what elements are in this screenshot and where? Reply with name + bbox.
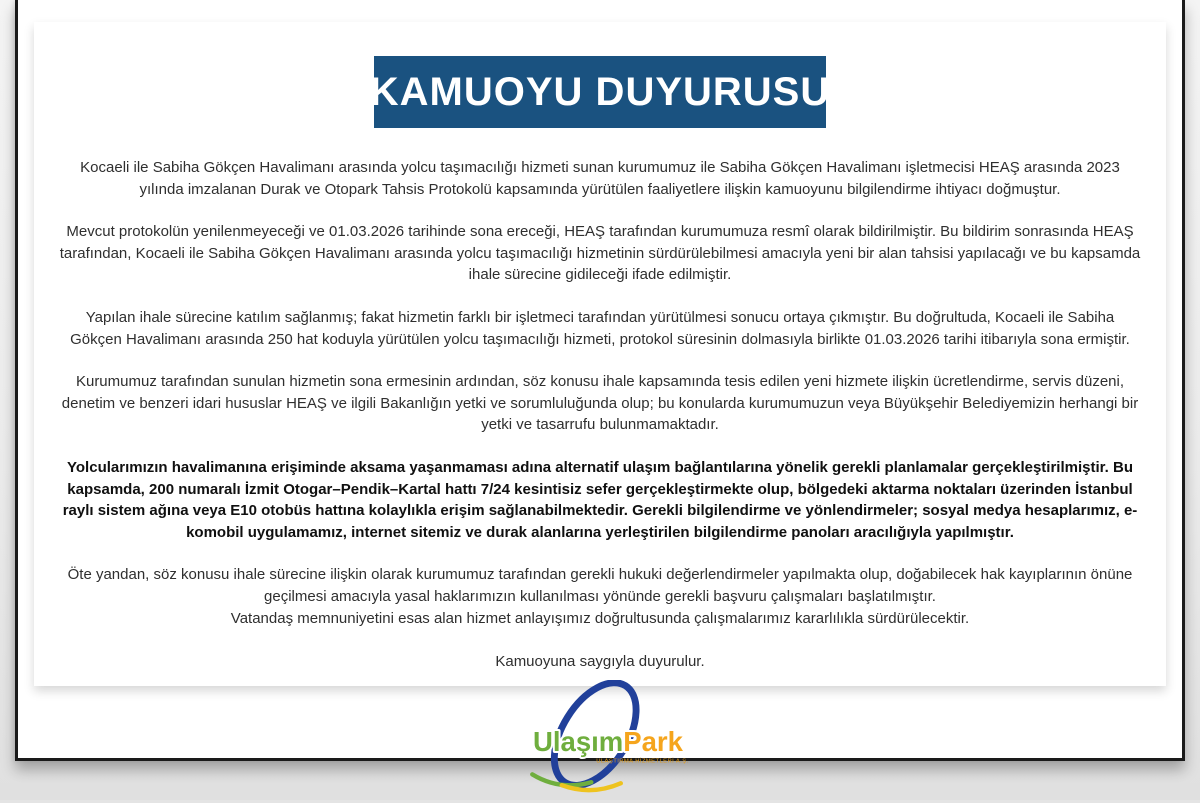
poster-frame: [15, 0, 1185, 765]
logo-subtitle: ULAŞTIRMA HİZMETLERİ A.Ş.: [596, 758, 689, 765]
ulasimpark-logo: [524, 680, 692, 798]
logo-wordmark-park: Park: [623, 725, 683, 757]
announcement-paragraph-2: Mevcut protokolün yenilenmeyeceği ve 01.03.2026 tarihinde sona ereceği, HEAŞ tarafından kurumumuza resmî olarak bildirilmiştir. Bu bildirim sonrasında HEAŞ tarafından, Kocaeli ile Sabiha Gökçen Havalimanı arasında yolcu taşımacılığı hizmetinin sürdürülebilmesi amacıyla yeni bir alan tahsisi yapılacağı ve bu kapsamda ihale sürecine gidileceği ifade edilmiştir.: [59, 223, 1141, 284]
page-title: KAMUOYU DUYURUSU: [369, 69, 831, 114]
ulasimpark-logo-graphic: [524, 680, 692, 798]
logo-wordmark: [533, 726, 684, 757]
announcement-paragraph-6: Öte yandan, söz konusu ihale sürecine ilişkin olarak kurumumuz tarafından gerekli hukuki değerlendirmeler yapılmakta olup, doğabilecek hak kayıplarının önüne geçilmesi amacıyla yasal haklarımızın kullanılması yönünde gerekli başvuru çalışmaları başlatılmıştır.: [67, 566, 1133, 605]
announcement-paragraph-7: Vatandaş memnuniyetini esas alan hizmet anlayışımız doğrultusunda çalışmalarımız kararlılıkla sürdürülecektir.: [230, 609, 970, 627]
closing-line: Kamuoyuna saygıyla duyurulur.: [495, 653, 705, 671]
announcement-paragraph-3: Yapılan ihale sürecine katılım sağlanmış; fakat hizmetin farklı bir işletmeci tarafından yürütülmesi sonucu ortaya çıkmıştır. Bu doğrultuda, Kocaeli ile Sabiha Gökçen Havalimanı arasında 250 hat koduyla yürütülen yolcu taşımacılığı hizmeti, protokol süresinin dolmasıyla birlikte 01.03.2026 tarihi itibarıyla sona ermiştir.: [70, 308, 1130, 348]
announcement-body: [34, 128, 1166, 673]
logo-wordmark-ulasim: Ulaşım: [533, 725, 624, 757]
announcement-sheet: [34, 22, 1166, 686]
announcement-paragraph-5-bold: Yolcularımızın havalimanına erişiminde aksama yaşanmaması adına alternatif ulaşım bağlantılarına yönelik gerekli planlamalar gerçekleştirilmiştir. Bu kapsamda, 200 numaralı İzmit Otogar–Pendik–Kartal hattı 7/24 kesintisiz sefer gerçekleştirmekte olup, bölgedeki aktarma noktaları üzerinden İstanbul raylı sistem ağına veya E10 otobüs hattına kolaylıkla erişim sağlanabilmektedir. Gerekli bilgilendirme ve yönlendirmeler; sosyal medya hesaplarımız, e-komobil uygulamamız, internet sitemiz ve durak alanlarına yerleştirilen bilgilendirme panoları aracılığıyla yapılmıştır.: [62, 458, 1138, 541]
title-banner: [369, 56, 831, 128]
announcement-paragraph-4: Kurumumuz tarafından sunulan hizmetin sona ermesinin ardından, söz konusu ihale kapsamında tesis edilen yeni hizmete ilişkin ücretlendirme, servis düzeni, denetim ve benzeri idari hususlar HEAŞ ve ilgili Bakanlığın yetki ve sorumluluğunda olup; bu konularda kurumumuzun veya Büyükşehir Belediyemizin herhangi bir yetki ve tasarrufu bulunmamaktadır.: [61, 373, 1139, 434]
announcement-paragraph-1: Kocaeli ile Sabiha Gökçen Havalimanı arasında yolcu taşımacılığı hizmeti sunan kurumumuz ile Sabiha Gökçen Havalimanı işletmecisi HEAŞ arasında 2023 yılında imzalanan Durak ve Otopark Tahsis Protokolü kapsamında yürütülen faaliyetlere ilişkin kamuoyunu bilgilendirme ihtiyacı doğmuştur.: [80, 159, 1120, 198]
